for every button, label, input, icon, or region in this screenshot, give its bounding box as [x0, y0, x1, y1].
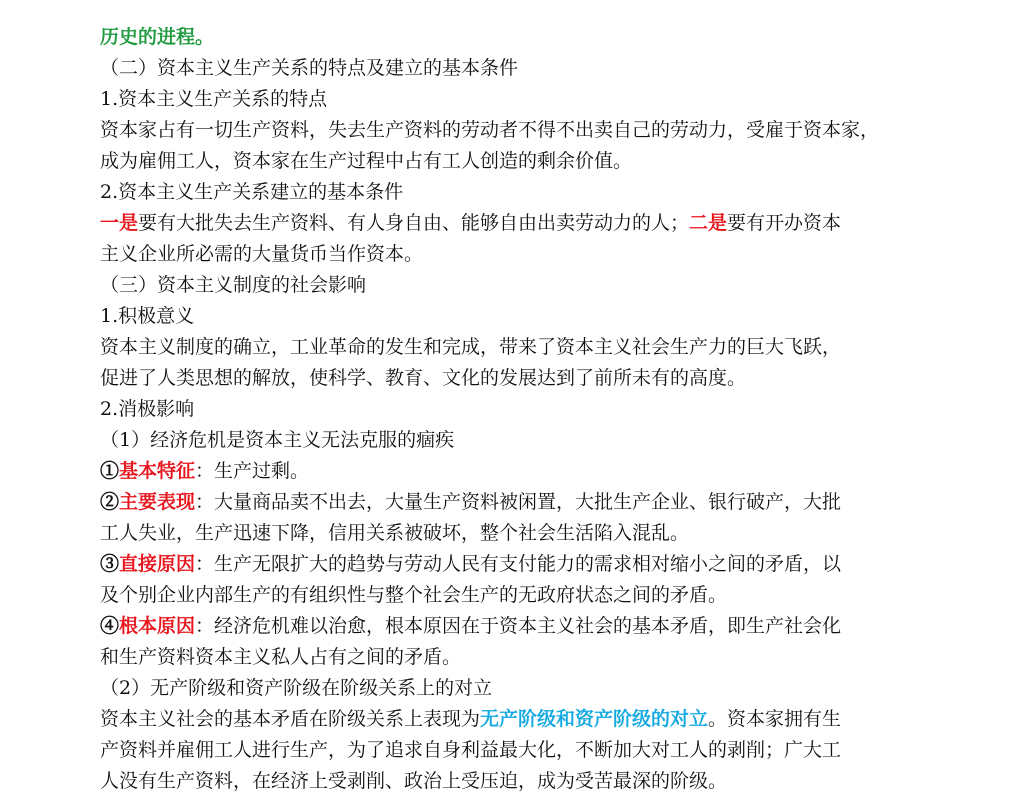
- highlight-label: 主要表现: [119, 491, 196, 513]
- list-item-2: [100, 487, 1000, 518]
- line-01: [100, 22, 1000, 53]
- paragraph-line: 产资料并雇佣工人进行生产，为了追求自身利益最大化，不断加大对工人的剥削；广大工: [100, 739, 842, 761]
- text: 。资本家拥有生: [708, 708, 842, 730]
- paragraph-line: 资本主义制度的确立，工业革命的发生和完成，带来了资本主义社会生产力的巨大飞跃，: [100, 336, 842, 358]
- paragraph-line: 及个别企业内部生产的有组织性与整个社会生产的无政府状态之间的矛盾。: [100, 584, 728, 606]
- text: ：生产过剩。: [195, 460, 310, 482]
- highlight-label: 根本原因: [119, 615, 196, 637]
- paragraph-line: 成为雇佣工人，资本家在生产过程中占有工人创造的剩余价值。: [100, 150, 633, 172]
- circled-number: ①: [100, 460, 120, 482]
- text: 要有开办资本: [727, 212, 842, 234]
- highlight-blue: 无产阶级和资产阶级的对立: [480, 708, 709, 730]
- text: ：大量商品卖不出去，大量生产资料被闲置，大批生产企业、银行破产，大批: [195, 491, 842, 513]
- paragraph-line: 资本家占有一切生产资料，失去生产资料的劳动者不得不出卖自己的劳动力，受雇于资本家，: [100, 119, 880, 141]
- list-item-3: [100, 549, 1000, 580]
- circled-number: ③: [100, 553, 120, 575]
- subheading-class: （2）无产阶级和资产阶级在阶级关系上的对立: [100, 677, 493, 699]
- text: 要有大批失去生产资料、有人身自由、能够自由出卖劳动力的人；: [138, 212, 690, 234]
- paragraph-line: 促进了人类思想的解放，使科学、教育、文化的发展达到了前所未有的高度。: [100, 367, 747, 389]
- paragraph-line: [100, 704, 1000, 735]
- paragraph-line: [100, 208, 1000, 239]
- text: ：经济危机难以治愈，根本原因在于资本主义社会的基本矛盾，即生产社会化: [195, 615, 842, 637]
- paragraph-line: 工人失业，生产迅速下降，信用关系被破坏，整个社会生活陷入混乱。: [100, 522, 690, 544]
- subheading-positive: 1.积极意义: [100, 305, 195, 327]
- text: ：生产无限扩大的趋势与劳动人民有支付能力的需求相对缩小之间的矛盾，以: [195, 553, 842, 575]
- paragraph-line: 和生产资料资本主义私人占有之间的矛盾。: [100, 646, 462, 668]
- highlight-label: 直接原因: [119, 553, 196, 575]
- paragraph-line: 主义企业所必需的大量货币当作资本。: [100, 243, 424, 265]
- subheading-1: 1.资本主义生产关系的特点: [100, 88, 328, 110]
- green-heading-tail: 历史的进程。: [100, 26, 215, 48]
- paragraph-line: 人没有生产资料，在经济上受剥削、政治上受压迫，成为受苦最深的阶级。: [100, 770, 728, 792]
- circled-number: ④: [100, 615, 120, 637]
- subheading-crisis: （1）经济危机是资本主义无法克服的痼疾: [100, 429, 455, 451]
- text: 资本主义社会的基本矛盾在阶级关系上表现为: [100, 708, 481, 730]
- subheading-negative: 2.消极影响: [100, 398, 195, 420]
- circled-number: ②: [100, 491, 120, 513]
- document-body: [100, 22, 1000, 797]
- list-item-4: [100, 611, 1000, 642]
- section-heading-3: （三）资本主义制度的社会影响: [100, 274, 367, 296]
- section-heading-2: （二）资本主义生产关系的特点及建立的基本条件: [100, 57, 519, 79]
- highlight-label: 基本特征: [119, 460, 196, 482]
- list-item-1: [100, 456, 1000, 487]
- highlight-first: 一是: [100, 212, 139, 234]
- subheading-2: 2.资本主义生产关系建立的基本条件: [100, 181, 404, 203]
- highlight-second: 二是: [689, 212, 728, 234]
